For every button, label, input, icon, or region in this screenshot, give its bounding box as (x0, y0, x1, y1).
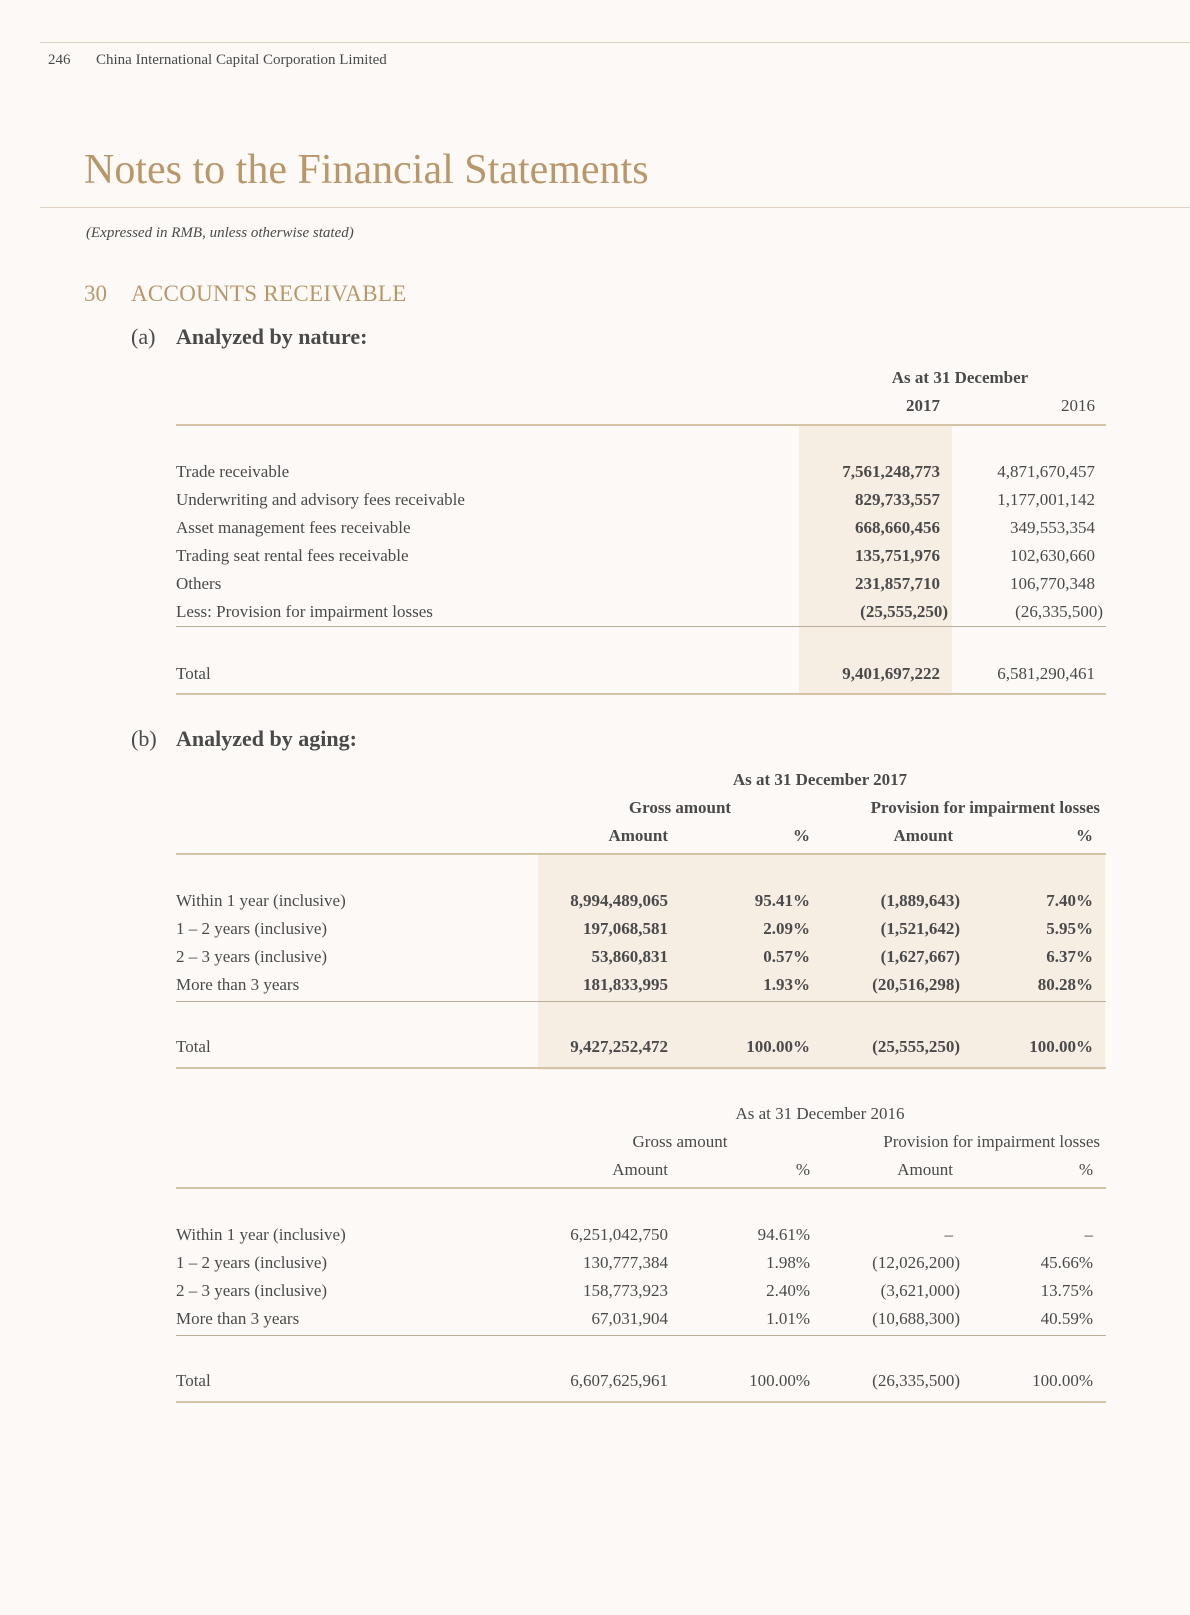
aging-header-rule (176, 853, 1106, 855)
aging-row-label: 1 – 2 years (inclusive) (176, 1253, 328, 1272)
aging-row-provision-pct: 80.28% (1037, 975, 1093, 994)
aging-provision-amount-header: Amount (897, 1160, 953, 1179)
aging-row-gross-pct: 95.41% (754, 891, 810, 910)
nature-col-2017: 2017 (906, 396, 940, 415)
aging-gross-pct-header: % (795, 1160, 810, 1179)
nature-row-2017: 668,660,456 (855, 518, 940, 537)
nature-header-rule (176, 424, 1106, 426)
aging-total-provision: (26,335,500) (872, 1371, 960, 1390)
nature-total-2017: 9,401,697,222 (842, 664, 940, 683)
aging-total-gross-pct: 100.00% (749, 1371, 810, 1390)
aging-row-gross: 67,031,904 (591, 1309, 668, 1328)
aging-total-provision-pct: 100.00% (1032, 1371, 1093, 1390)
aging-row-gross: 53,860,831 (591, 947, 668, 966)
aging-row-provision-pct: 13.75% (1040, 1281, 1093, 1300)
aging-total-rule (176, 1067, 1106, 1069)
aging-row-provision: (1,627,667) (880, 947, 960, 966)
nature-total-2016: 6,581,290,461 (997, 664, 1095, 683)
nature-row-label: Others (176, 574, 222, 593)
aging-row-provision: (3,621,000) (880, 1281, 960, 1300)
nature-row-2016: 102,630,660 (1010, 546, 1095, 565)
aging-row-provision-pct: 5.95% (1046, 919, 1093, 938)
aging-row-label: More than 3 years (176, 1309, 300, 1328)
aging-provision-pct-header: % (1076, 826, 1093, 845)
aging-total-gross: 9,427,252,472 (570, 1037, 668, 1056)
aging-total-label: Total (176, 1371, 211, 1390)
nature-subtotal-rule (176, 626, 1106, 627)
aging-provision-amount-header: Amount (893, 826, 953, 845)
aging-letter: (b) (131, 726, 157, 751)
aging-row-gross: 197,068,581 (583, 919, 668, 938)
aging-row-label: Within 1 year (inclusive) (176, 891, 346, 910)
aging-row-label: More than 3 years (176, 975, 300, 994)
nature-row-label: Underwriting and advisory fees receivable (176, 490, 465, 509)
section-number: 30 (84, 281, 107, 306)
aging-row-gross-pct: 2.09% (763, 919, 810, 938)
aging-provision-header: Provision for impairment losses (870, 798, 1100, 817)
nature-row-2016: 106,770,348 (1010, 574, 1095, 593)
aging-row-provision-pct: – (1084, 1225, 1093, 1244)
nature-row-2016: 349,553,354 (1010, 518, 1095, 537)
aging-total-provision: (25,555,250) (872, 1037, 960, 1056)
nature-row-2017: (25,555,250) (860, 602, 948, 621)
page-number: 246 (48, 52, 71, 68)
aging-gross-pct-header: % (793, 826, 810, 845)
nature-row-2017: 7,561,248,773 (842, 462, 940, 481)
aging-row-gross-pct: 94.61% (757, 1225, 810, 1244)
aging-row-provision: (10,688,300) (872, 1309, 960, 1328)
nature-row-2016: 4,871,670,457 (997, 462, 1095, 481)
nature-total-rule (176, 693, 1106, 695)
aging-subtotal-rule (176, 1001, 1106, 1002)
aging-total-provision-pct: 100.00% (1029, 1037, 1093, 1056)
aging-title: Analyzed by aging: (176, 726, 357, 751)
aging-subtotal-rule (176, 1335, 1106, 1336)
aging-row-gross-pct: 1.98% (766, 1253, 810, 1272)
aging-row-gross: 8,994,489,065 (570, 891, 668, 910)
aging-total-label: Total (176, 1037, 211, 1056)
aging-gross-amount-header: Amount (612, 1160, 668, 1179)
page-title: Notes to the Financial Statements (84, 147, 649, 193)
section-title: ACCOUNTS RECEIVABLE (131, 281, 407, 306)
aging-row-gross-pct: 2.40% (766, 1281, 810, 1300)
aging-row-gross-pct: 1.93% (763, 975, 810, 994)
aging-row-label: 2 – 3 years (inclusive) (176, 1281, 328, 1300)
aging-row-gross-pct: 1.01% (766, 1309, 810, 1328)
aging-header-rule (176, 1187, 1106, 1189)
aging-total-gross: 6,607,625,961 (570, 1371, 668, 1390)
aging-row-gross-pct: 0.57% (763, 947, 810, 966)
company-name: China International Capital Corporation Limited (96, 52, 387, 68)
aging-row-provision-pct: 40.59% (1040, 1309, 1093, 1328)
page-subtitle: (Expressed in RMB, unless otherwise stated) (86, 225, 354, 241)
header-rule (40, 42, 1190, 43)
aging-gross-header: Gross amount (632, 1132, 728, 1151)
aging-row-provision: (12,026,200) (872, 1253, 960, 1272)
aging-row-gross: 158,773,923 (583, 1281, 668, 1300)
nature-row-label: Asset management fees receivable (176, 518, 411, 537)
aging-row-provision-pct: 7.40% (1046, 891, 1093, 910)
aging-row-label: 2 – 3 years (inclusive) (176, 947, 328, 966)
nature-col-2016: 2016 (1061, 396, 1095, 415)
aging-gross-amount-header: Amount (608, 826, 668, 845)
title-rule (40, 207, 1190, 208)
nature-title: Analyzed by nature: (176, 324, 368, 349)
aging-caption: As at 31 December 2017 (732, 770, 908, 789)
nature-row-label: Trade receivable (176, 462, 290, 481)
aging-total-rule (176, 1401, 1106, 1403)
nature-letter: (a) (131, 324, 156, 349)
nature-row-2016: (26,335,500) (1015, 602, 1103, 621)
aging-gross-header: Gross amount (628, 798, 732, 817)
aging-row-provision: – (944, 1225, 953, 1244)
aging-row-label: Within 1 year (inclusive) (176, 1225, 346, 1244)
aging-row-gross: 181,833,995 (583, 975, 668, 994)
aging-row-provision-pct: 6.37% (1046, 947, 1093, 966)
aging-row-provision: (1,889,643) (880, 891, 960, 910)
aging-row-provision-pct: 45.66% (1040, 1253, 1093, 1272)
nature-row-label: Trading seat rental fees receivable (176, 546, 409, 565)
aging-provision-pct-header: % (1078, 1160, 1093, 1179)
aging-row-gross: 6,251,042,750 (570, 1225, 668, 1244)
nature-row-2017: 829,733,557 (855, 490, 940, 509)
nature-row-2017: 231,857,710 (855, 574, 940, 593)
nature-row-2016: 1,177,001,142 (997, 490, 1095, 509)
nature-group-header: As at 31 December (891, 368, 1029, 387)
aging-row-label: 1 – 2 years (inclusive) (176, 919, 328, 938)
aging-provision-header: Provision for impairment losses (883, 1132, 1100, 1151)
nature-row-label: Less: Provision for impairment losses (176, 602, 433, 621)
aging-row-gross: 130,777,384 (583, 1253, 668, 1272)
nature-total-label: Total (176, 664, 211, 683)
aging-row-provision: (1,521,642) (880, 919, 960, 938)
aging-caption: As at 31 December 2016 (735, 1104, 905, 1123)
aging-total-gross-pct: 100.00% (746, 1037, 810, 1056)
nature-row-2017: 135,751,976 (855, 546, 940, 565)
aging-row-provision: (20,516,298) (872, 975, 960, 994)
